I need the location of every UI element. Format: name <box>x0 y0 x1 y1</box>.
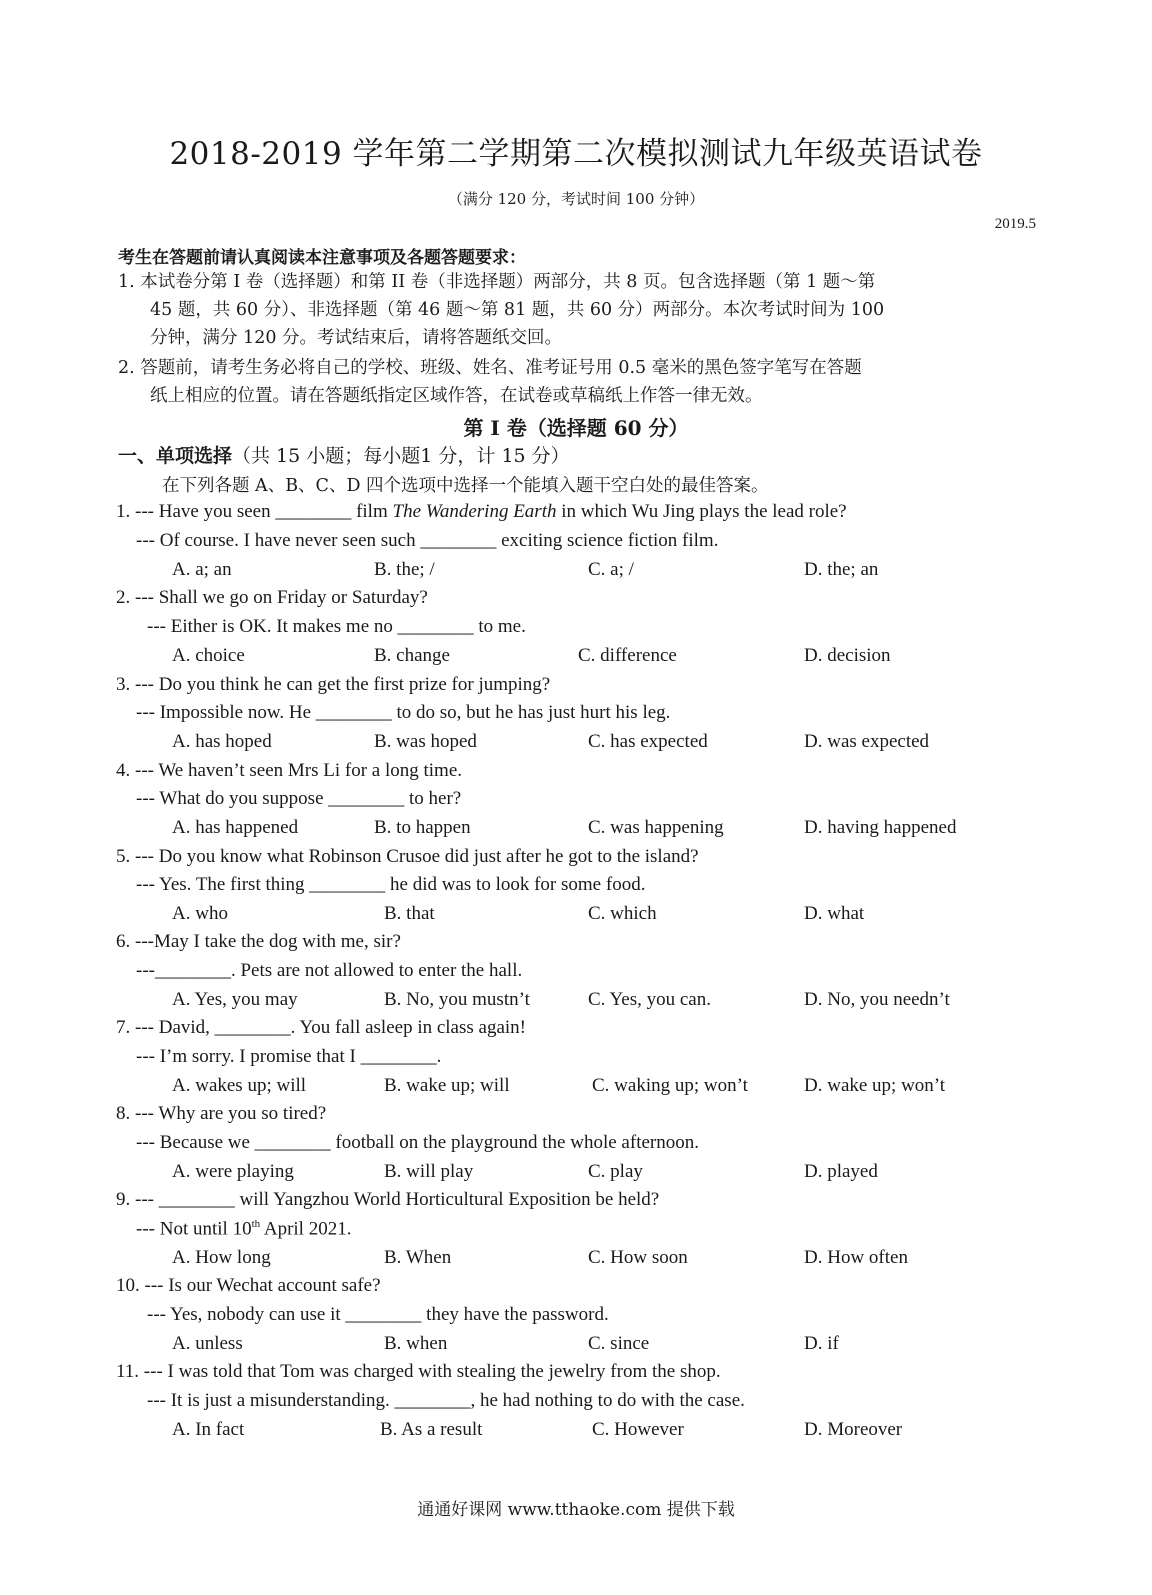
notice-item-2-line-1: 2. 答题前，请考生务必将自己的学校、班级、姓名、准考证号用 0.5 毫米的黑色签字笔写在答题 <box>118 358 862 378</box>
question-10-option-d[interactable]: D. if <box>804 1333 839 1354</box>
notice-item-2 <box>118 354 1038 410</box>
question-9-superscript: th <box>251 1218 261 1230</box>
question-11-option-b[interactable]: B. As a result <box>380 1419 483 1440</box>
question-5-reply: --- Yes. The first thing ________ he did was to look for some food. <box>136 874 646 895</box>
question-7-option-a[interactable]: A. wakes up; will <box>172 1075 307 1096</box>
question-6-stem: 6. ---May I take the dog with me, sir? <box>116 931 401 952</box>
question-6-option-a[interactable]: A. Yes, you may <box>172 989 298 1010</box>
question-7-option-b[interactable]: B. wake up; will <box>384 1075 510 1096</box>
notice-item-1 <box>118 268 1038 352</box>
question-2-stem: 2. --- Shall we go on Friday or Saturday? <box>116 587 428 608</box>
question-9-option-d[interactable]: D. How often <box>804 1247 908 1268</box>
notice-item-1-line-2: 45 题，共 60 分）、非选择题（第 46 题～第 81 题，共 60 分）两部分。本次考试时间为 100 <box>150 300 885 320</box>
question-3-option-a[interactable]: A. has hoped <box>172 731 272 752</box>
question-2-option-d[interactable]: D. decision <box>804 645 891 666</box>
question-7-stem: 7. --- David, ________. You fall asleep in class again! <box>116 1017 527 1038</box>
question-6-option-c[interactable]: C. Yes, you can. <box>588 989 711 1010</box>
question-11-stem: 11. --- I was told that Tom was charged with stealing the jewelry from the shop. <box>116 1361 721 1382</box>
question-4-stem: 4. --- We haven’t seen Mrs Li for a long time. <box>116 760 463 781</box>
question-1-option-a[interactable]: A. a; an <box>172 559 232 580</box>
question-1-option-c[interactable]: C. a; / <box>588 559 634 580</box>
question-9-option-a[interactable]: A. How long <box>172 1247 271 1268</box>
question-11-option-c[interactable]: C. However <box>592 1419 684 1440</box>
question-1-option-d[interactable]: D. the; an <box>804 559 879 580</box>
question-10-option-b[interactable]: B. when <box>384 1333 448 1354</box>
question-8-option-a[interactable]: A. were playing <box>172 1161 294 1182</box>
question-4-option-c[interactable]: C. was happening <box>588 817 724 838</box>
notice-item-1-line-3: 分钟，满分 120 分。考试结束后，请将答题纸交回。 <box>150 328 563 348</box>
question-1-film-title: The Wandering Earth <box>392 501 557 522</box>
section-detail: （共 15 小题；每小题1 分，计 15 分） <box>232 445 570 467</box>
question-4-option-d[interactable]: D. having happened <box>804 817 957 838</box>
question-11-option-a[interactable]: A. In fact <box>172 1419 245 1440</box>
question-9-reply-end: April 2021. <box>260 1218 352 1240</box>
question-1-reply: --- Of course. I have never seen such ________ exciting science fiction film. <box>136 530 719 551</box>
question-7-reply: --- I’m sorry. I promise that I ________. <box>136 1046 442 1067</box>
question-5-option-d[interactable]: D. what <box>804 903 865 924</box>
question-8-option-b[interactable]: B. will play <box>384 1161 474 1182</box>
question-8-reply: --- Because we ________ football on the playground the whole afternoon. <box>136 1132 699 1153</box>
notice-item-1-line-1: 1. 本试卷分第 I 卷（选择题）和第 II 卷（非选择题）两部分，共 8 页。包含选择题（第 1 题～第 <box>118 272 876 292</box>
question-2-option-b[interactable]: B. change <box>374 645 450 666</box>
question-11-option-d[interactable]: D. Moreover <box>804 1419 903 1440</box>
section-label: 一、单项选择 <box>118 445 233 467</box>
question-8-stem: 8. --- Why are you so tired? <box>116 1103 327 1124</box>
question-3-stem: 3. --- Do you think he can get the first prize for jumping? <box>116 674 551 695</box>
question-10-option-a[interactable]: A. unless <box>172 1333 243 1354</box>
question-4-option-a[interactable]: A. has happened <box>172 817 299 838</box>
question-3-option-b[interactable]: B. was hoped <box>374 731 477 752</box>
question-11-reply: --- It is just a misunderstanding. ________, he had nothing to do with the case. <box>147 1390 745 1411</box>
question-10-reply: --- Yes, nobody can use it ________ they have the password. <box>147 1304 609 1325</box>
question-10-stem: 10. --- Is our Wechat account safe? <box>116 1275 381 1296</box>
volume-heading: 第 I 卷（选择题 60 分） <box>463 416 689 440</box>
question-3-reply: --- Impossible now. He ________ to do so, but he has just hurt his leg. <box>136 702 671 723</box>
question-9-option-c[interactable]: C. How soon <box>588 1247 688 1268</box>
question-10-option-c[interactable]: C. since <box>588 1333 650 1354</box>
question-4-reply: --- What do you suppose ________ to her? <box>136 788 462 809</box>
question-9-stem: 9. --- ________ will Yangzhou World Horticultural Exposition be held? <box>116 1189 660 1210</box>
question-7-option-d[interactable]: D. wake up; won’t <box>804 1075 946 1096</box>
question-5-option-a[interactable]: A. who <box>172 903 228 924</box>
question-1-text: 1. --- Have you seen ________ film <box>116 501 388 522</box>
question-2-option-c[interactable]: C. difference <box>578 645 677 666</box>
question-2-reply: --- Either is OK. It makes me no ________ to me. <box>147 616 526 637</box>
question-5-option-b[interactable]: B. that <box>384 903 435 924</box>
exam-subtitle: （满分 120 分，考试时间 100 分钟） <box>447 190 705 208</box>
question-5-option-c[interactable]: C. which <box>588 903 657 924</box>
section-heading <box>118 441 570 468</box>
question-4-option-b[interactable]: B. to happen <box>374 817 471 838</box>
question-5-stem: 5. --- Do you know what Robinson Crusoe did just after he got to the island? <box>116 846 699 867</box>
notice-item-2-line-2: 纸上相应的位置。请在答题纸指定区域作答，在试卷或草稿纸上作答一律无效。 <box>150 386 763 406</box>
section-instruction: 在下列各题 A、B、C、D 四个选项中选择一个能填入题干空白处的最佳答案。 <box>162 476 769 496</box>
question-8-option-c[interactable]: C. play <box>588 1161 643 1182</box>
question-6-reply: ---________. Pets are not allowed to enter the hall. <box>136 960 523 981</box>
exam-date: 2019.5 <box>994 216 1036 232</box>
question-3-option-d[interactable]: D. was expected <box>804 731 930 752</box>
footer-download-note: 通通好课网 www.tthaoke.com 提供下载 <box>417 1500 735 1520</box>
question-7-option-c[interactable]: C. waking up; won’t <box>592 1075 748 1096</box>
question-3-option-c[interactable]: C. has expected <box>588 731 708 752</box>
exam-title: 2018-2019 学年第二学期第二次模拟测试九年级英语试卷 <box>169 136 983 172</box>
question-1-option-b[interactable]: B. the; / <box>374 559 435 580</box>
question-9-reply-start: --- Not until 10 <box>136 1218 252 1240</box>
question-8-option-d[interactable]: D. played <box>804 1161 878 1182</box>
question-6-option-b[interactable]: B. No, you mustn’t <box>384 989 530 1010</box>
question-1-stem <box>116 501 847 523</box>
question-2-option-a[interactable]: A. choice <box>172 645 245 666</box>
notice-heading: 考生在答题前请认真阅读本注意事项及各题答题要求： <box>118 248 526 268</box>
question-9-reply <box>136 1218 351 1240</box>
question-1-text-tail: in which Wu Jing plays the lead role? <box>561 501 847 522</box>
question-6-option-d[interactable]: D. No, you needn’t <box>804 989 950 1010</box>
question-9-option-b[interactable]: B. When <box>384 1247 452 1268</box>
